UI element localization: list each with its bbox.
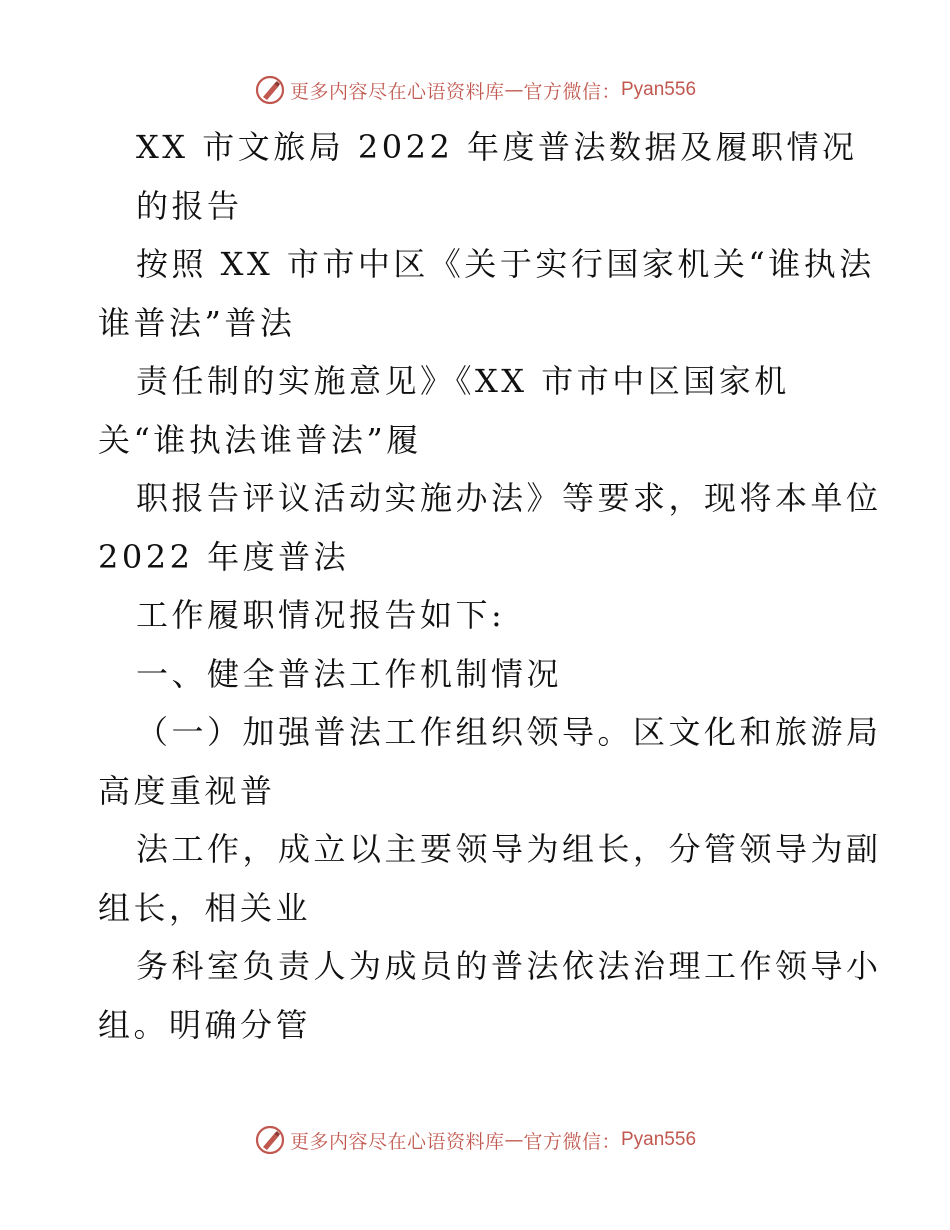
doc-paragraph-line: 关“谁执法谁普法”履 <box>98 420 422 459</box>
doc-title-line-2: 的报告 <box>136 186 243 225</box>
doc-paragraph-line: 组。明确分管 <box>98 1005 312 1044</box>
doc-title-line-1: XX 市文旅局 2022 年度普法数据及履职情况 <box>136 128 858 166</box>
watermark-prefix: 更多内容尽在心语资料库 <box>289 1130 505 1153</box>
doc-paragraph-line: 职报告评议活动实施办法》等要求，现将本单位 <box>136 479 882 517</box>
watermark-account: Pyan556 <box>621 1129 697 1150</box>
doc-paragraph-line: 工作履职情况报告如下: <box>136 596 506 634</box>
watermark-prefix: 更多内容尽在心语资料库 <box>289 80 505 103</box>
doc-section-heading: 一、健全普法工作机制情况 <box>136 654 563 693</box>
doc-paragraph-line: 法工作，成立以主要领导为组长，分管领导为副 <box>136 830 882 868</box>
watermark-official: 官方微信： <box>523 1130 621 1153</box>
doc-paragraph-line: （一）加强普法工作组织领导。区文化和旅游局 <box>136 713 882 751</box>
watermark-separator: — <box>504 1129 524 1151</box>
pen-logo-icon <box>254 74 286 106</box>
doc-paragraph-line: 按照 XX 市市中区《关于实行国家机关“谁执法 <box>136 245 875 283</box>
watermark-official: 官方微信： <box>523 80 621 103</box>
doc-paragraph-line: 组长，相关业 <box>98 888 312 927</box>
watermark-banner-top <box>0 70 950 110</box>
watermark-account: Pyan556 <box>621 79 697 100</box>
doc-paragraph-line: 谁普法”普法 <box>98 303 296 342</box>
watermark-separator: — <box>504 79 524 101</box>
doc-paragraph-line: 务科室负责人为成员的普法依法治理工作领导小 <box>136 947 882 985</box>
watermark-banner-bottom <box>0 1120 950 1160</box>
document-body <box>98 118 882 1054</box>
pen-logo-icon <box>254 1124 286 1156</box>
doc-paragraph-line: 高度重视普 <box>98 771 276 810</box>
doc-paragraph-line: 责任制的实施意见》《XX 市市中区国家机 <box>136 362 790 400</box>
doc-paragraph-line: 2022 年度普法 <box>98 537 350 576</box>
